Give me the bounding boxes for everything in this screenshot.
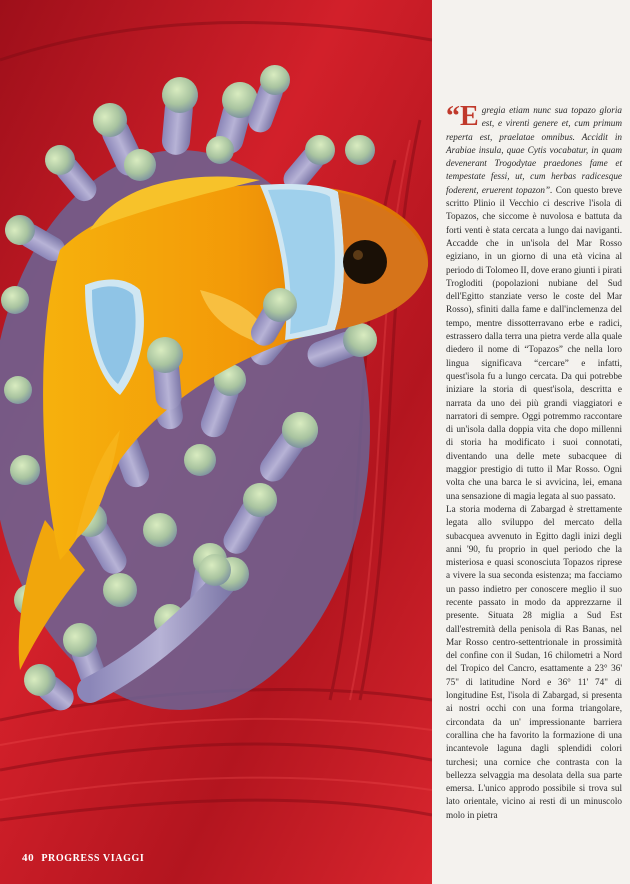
article-column	[446, 101, 623, 822]
pliny-quote: gregia etiam nunc sua topazo gloria est, e virenti genere et, cum primum reperta est, praelatae omnibus. Accidit in Arabiae insula, quae Cytis vocabatur, in quam devenerant Trogodytae praedones fame et tempestate fessi, ut, cum herbas radicesque foderent, eruerent topazon”.	[446, 105, 622, 195]
dropcap: “E	[446, 101, 479, 132]
article-paragraph-2: La storia moderna di Zabargad è strettamente legata allo sviluppo del mercato della subacquea avvenuto in Egitto dagli inizi degli anni '90, fu proprio in quel periodo che la misteriosa e quasi sconosciuta Topazos riprese a vivere la sua seconda esistenza; ma facciamo un passo indietro per conoscere meglio il suo recente passato in modo da apprezzarne il presente. Situata 28 miglia a Sud Est dall'estremità della penisola di Ras Banas, nel Mar Rosso centro-settentrionale in prossimità del confine con il Sudan, 16 chilometri a Nord del Tropico del Cancro, esattamente a 23° 36' 75" di latitudine Nord e 36° 11' 74" di longitudine Est, l'isola di Zabargad, si presenta ai nostri occhi con una forma triangolare, circondata da un' impressionante barriera corallina che ha favorito la formazione di una incantevole laguna dagli splendidi colori turchesi; una cornice che contrasta con la bellezza selvaggia ma desolata della sua parte emersa. L'unico approdo possibile si trova sul lato orientale, vicino ai resti di un minuscolo molo in pietra	[446, 503, 622, 820]
article-intro	[446, 101, 623, 503]
page-number: 40	[22, 852, 35, 864]
page-footer	[22, 852, 144, 864]
article-paragraph-1: Con questo breve scritto Plinio il Vecchio ci descrive l'isola di Topazos, che siccome è nuvolosa e battuta da forti venti è stata cercata a lungo dai naviganti. Accadde che in un'isola del Mar Rosso egiziano, in un giorno di una età vicina al periodo di Tolomeo II, dove erano giunti i pirati Trogloditi (popolazioni nubiane del Sud dell'Egitto stanziate verso le coste del Mar Rosso), sfiniti dalla fame e dall'inclemenza del tempo, mentre dissotterravano erbe e radici, estrassero dalla terra una pietra verde alla quale diedero il nome di “Topazos” che nella loro lingua significava “cercare” e infatti, quest'isola fu a lungo cercata. Da qui potrebbe iniziare la storia di quest'isola, descritta e narrata da uno dei più grandi viaggiatori e narratori di sempre. Oggi potremmo raccontare di un'isola dalla doppia vita che dopo millenni di storia ha modificato i suoi connotati, diventando una delle mete subacquee di maggior prestigio di tutto il Mar Rosso. Ogni volta che una barca le si avvicina, lei, emana una sensazione di magia legata al suo passato.	[446, 184, 623, 501]
magazine-name: PROGRESS VIAGGI	[41, 853, 145, 864]
